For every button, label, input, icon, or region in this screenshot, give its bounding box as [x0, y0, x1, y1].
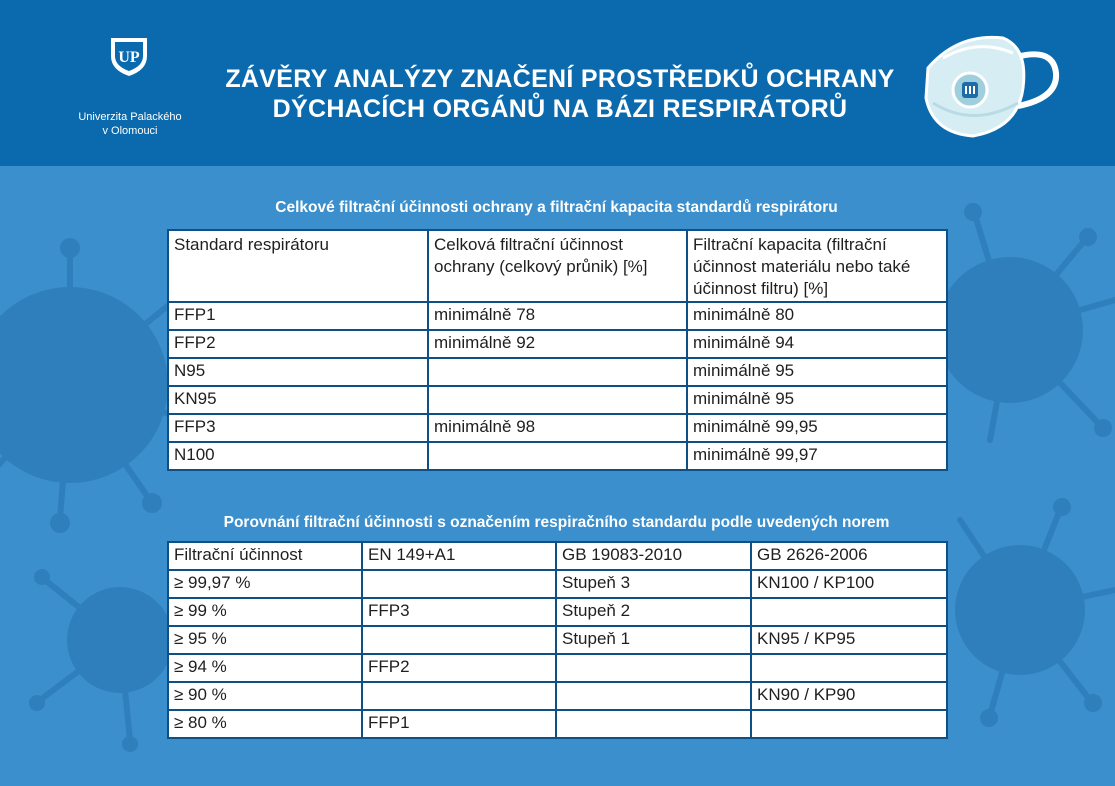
- table-cell: ≥ 99,97 %: [168, 570, 362, 598]
- page-title: [200, 64, 920, 124]
- table-row: [168, 570, 947, 598]
- header-cell: Celková filtrační účinnost ochrany (celkový průnik) [%]: [428, 230, 687, 302]
- table-cell: KN100 / KP100: [751, 570, 947, 598]
- header-cell: EN 149+A1: [362, 542, 556, 570]
- table-cell: minimálně 99,97: [687, 442, 947, 470]
- page-header: [0, 0, 1115, 166]
- standards-comparison-table: [167, 541, 948, 739]
- table-cell: FFP3: [362, 598, 556, 626]
- university-name-line1: Univerzita Palackého: [78, 111, 182, 123]
- table-cell: KN95 / KP95: [751, 626, 947, 654]
- table-cell: minimálně 92: [428, 330, 687, 358]
- face-mask-icon: [918, 28, 1068, 140]
- table-cell: FFP2: [362, 654, 556, 682]
- table-cell: minimálně 95: [687, 386, 947, 414]
- header-cell: Standard respirátoru: [168, 230, 428, 302]
- table-cell: [362, 626, 556, 654]
- table-cell: minimálně 78: [428, 302, 687, 330]
- table-cell: Stupeň 2: [556, 598, 751, 626]
- header-cell: Filtrační účinnost: [168, 542, 362, 570]
- table-cell: Stupeň 1: [556, 626, 751, 654]
- table-cell: [556, 682, 751, 710]
- table-cell: FFP2: [168, 330, 428, 358]
- university-name: [55, 110, 205, 138]
- table-row: [168, 682, 947, 710]
- table-cell: [556, 710, 751, 738]
- table-cell: ≥ 80 %: [168, 710, 362, 738]
- table-cell: FFP1: [168, 302, 428, 330]
- table-cell: [751, 654, 947, 682]
- table-cell: [751, 598, 947, 626]
- table-cell: [362, 570, 556, 598]
- table-row: [168, 358, 947, 386]
- table-cell: N100: [168, 442, 428, 470]
- table-row: [168, 598, 947, 626]
- table-cell: [556, 654, 751, 682]
- table-cell: FFP1: [362, 710, 556, 738]
- table-row: [168, 442, 947, 470]
- table-cell: minimálně 95: [687, 358, 947, 386]
- filtration-standards-table: [167, 229, 948, 471]
- page-title-line2: DÝCHACÍCH ORGÁNŮ NA BÁZI RESPIRÁTORŮ: [272, 95, 848, 123]
- table-cell: [428, 358, 687, 386]
- header-cell: GB 2626-2006: [751, 542, 947, 570]
- table-cell: ≥ 94 %: [168, 654, 362, 682]
- table-cell: minimálně 99,95: [687, 414, 947, 442]
- table-cell: Stupeň 3: [556, 570, 751, 598]
- table-row: [168, 626, 947, 654]
- table-row: [168, 386, 947, 414]
- table-cell: ≥ 95 %: [168, 626, 362, 654]
- university-logo-icon: [107, 34, 151, 78]
- table-cell: minimálně 94: [687, 330, 947, 358]
- university-name-line2: v Olomouci: [102, 125, 158, 137]
- svg-text:UP: UP: [118, 49, 140, 66]
- page-title-line1: ZÁVĚRY ANALÝZY ZNAČENÍ PROSTŘEDKŮ OCHRANY: [225, 65, 895, 93]
- table-cell: [428, 386, 687, 414]
- table-cell: ≥ 99 %: [168, 598, 362, 626]
- table-header-row: [168, 230, 947, 302]
- table-cell: N95: [168, 358, 428, 386]
- table-row: [168, 710, 947, 738]
- table-cell: ≥ 90 %: [168, 682, 362, 710]
- table-row: [168, 654, 947, 682]
- table-row: [168, 330, 947, 358]
- table-header-row: [168, 542, 947, 570]
- table-cell: KN95: [168, 386, 428, 414]
- table-cell: [428, 442, 687, 470]
- table1-caption: Celkové filtrační účinnosti ochrany a filtrační kapacita standardů respirátoru: [275, 199, 838, 216]
- table2-caption: Porovnání filtrační účinnosti s označením respiračního standardu podle uvedených norem: [223, 514, 890, 531]
- header-cell: Filtrační kapacita (filtrační účinnost materiálu nebo také účinnost filtru) [%]: [687, 230, 947, 302]
- table-cell: FFP3: [168, 414, 428, 442]
- table-row: [168, 414, 947, 442]
- table-cell: [751, 710, 947, 738]
- table-cell: minimálně 80: [687, 302, 947, 330]
- table-cell: KN90 / KP90: [751, 682, 947, 710]
- table-cell: minimálně 98: [428, 414, 687, 442]
- header-cell: GB 19083-2010: [556, 542, 751, 570]
- table-row: [168, 302, 947, 330]
- table-cell: [362, 682, 556, 710]
